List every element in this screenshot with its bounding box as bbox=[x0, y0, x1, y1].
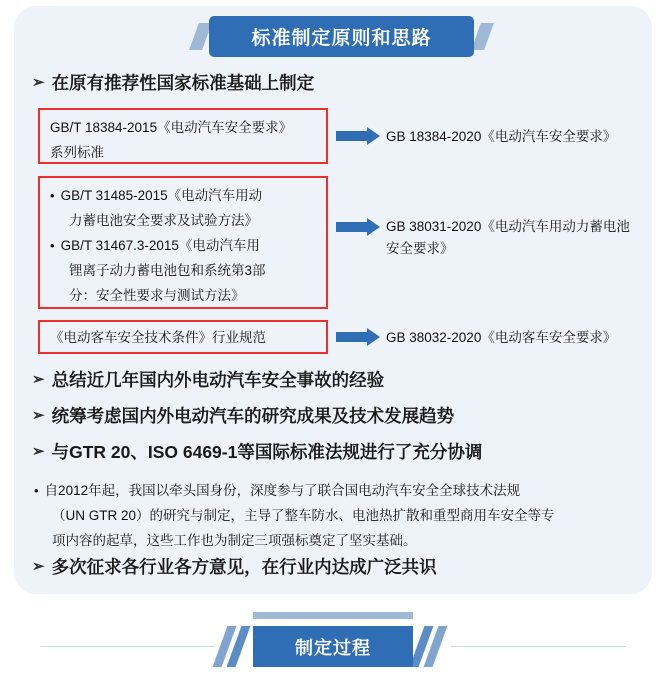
standard-box-1-line-2-text: 系列标准 bbox=[50, 145, 104, 160]
sub-paragraph-line-2 bbox=[52, 503, 652, 528]
standard-box-1-line-1 bbox=[50, 115, 318, 140]
sub-paragraph-line-1-text: 自2012年起，我国以牵头国身份，深度参与了联合国电动汽车安全全球技术法规 bbox=[44, 483, 521, 498]
result-text-2-line-1: GB 38031-2020《电动汽车用动力蓄电池 bbox=[386, 219, 630, 234]
bottom-banner-text: 制定过程 bbox=[295, 637, 371, 658]
flow-arrow-2 bbox=[336, 218, 380, 236]
arrow-bullet-icon: ➢ bbox=[32, 371, 45, 388]
flow-arrow-2-head bbox=[367, 218, 380, 236]
bullet-item-2 bbox=[32, 369, 384, 391]
standard-box-2-line-3-text: GB/T 31467.3-2015《电动汽车用 bbox=[60, 238, 260, 253]
bullet-item-1-text: 在原有推荐性国家标准基础上制定 bbox=[51, 73, 315, 93]
standard-box-2 bbox=[38, 176, 328, 309]
bullet-item-4-text: 与GTR 20、ISO 6469-1等国际标准法规进行了充分协调 bbox=[51, 442, 483, 462]
title-banner bbox=[209, 16, 474, 57]
bullet-item-3-text: 统筹考虑国内外电动汽车的研究成果及技术发展趋势 bbox=[51, 406, 455, 426]
flow-arrow-3-shaft bbox=[336, 332, 367, 342]
standard-box-2-line-1 bbox=[50, 183, 318, 208]
result-text-3: GB 38032-2020《电动客车安全要求》 bbox=[386, 330, 617, 345]
bottom-banner bbox=[253, 626, 413, 667]
list-bullet-icon: • bbox=[50, 188, 55, 203]
standard-box-2-line-1-text: GB/T 31485-2015《电动汽车用动 bbox=[60, 188, 263, 203]
standard-box-2-line-4 bbox=[50, 258, 318, 283]
bullet-item-5 bbox=[32, 556, 437, 578]
result-text-2-line-2: 安全要求》 bbox=[386, 241, 454, 256]
standard-box-2-line-2-text: 力蓄电池安全要求及试验方法》 bbox=[69, 213, 258, 228]
arrow-bullet-icon: ➢ bbox=[32, 74, 45, 91]
sub-paragraph-line-3 bbox=[52, 528, 652, 553]
standard-box-1 bbox=[38, 108, 328, 164]
flow-arrow-3-head bbox=[367, 328, 380, 346]
flow-arrow-1-shaft bbox=[336, 131, 367, 141]
title-banner-text: 标准制定原则和思路 bbox=[251, 28, 432, 49]
standard-box-2-line-5 bbox=[50, 283, 318, 308]
flow-arrow-1-head bbox=[367, 127, 380, 145]
divider-right bbox=[451, 646, 626, 647]
sub-paragraph-line-1 bbox=[34, 478, 634, 503]
flow-arrow-1 bbox=[336, 127, 380, 145]
standard-box-2-line-3 bbox=[50, 233, 318, 258]
bullet-item-1 bbox=[32, 72, 314, 94]
list-bullet-icon: • bbox=[50, 238, 55, 253]
standard-box-2-line-5-text: 分：安全性要求与测试方法》 bbox=[69, 288, 245, 303]
bottom-banner-topbar bbox=[253, 612, 413, 619]
arrow-bullet-icon: ➢ bbox=[32, 443, 45, 460]
bottom-banner-area bbox=[0, 604, 666, 689]
arrow-bullet-icon: ➢ bbox=[32, 558, 45, 575]
standard-box-3-line-1-text: 《电动客车安全技术条件》行业规范 bbox=[50, 329, 266, 345]
standard-box-1-line-1-text: GB/T 18384-2015《电动汽车安全要求》 bbox=[50, 120, 293, 135]
list-bullet-icon: • bbox=[34, 483, 39, 498]
divider-left bbox=[40, 646, 215, 647]
sub-paragraph-line-3-text: 项内容的起草，这些工作也为制定三项强标奠定了坚实基础。 bbox=[52, 533, 417, 548]
flow-arrow-3 bbox=[336, 328, 380, 346]
result-text-1: GB 18384-2020《电动汽车安全要求》 bbox=[386, 129, 617, 144]
bullet-item-4 bbox=[32, 441, 482, 463]
flow-arrow-2-shaft bbox=[336, 222, 367, 232]
arrow-bullet-icon: ➢ bbox=[32, 407, 45, 424]
bullet-item-2-text: 总结近几年国内外电动汽车安全事故的经验 bbox=[51, 370, 385, 390]
bullet-item-5-text: 多次征求各行业各方意见，在行业内达成广泛共识 bbox=[51, 557, 437, 577]
standard-box-2-line-4-text: 锂离子动力蓄电池包和系统第3部 bbox=[69, 263, 266, 278]
sub-paragraph-line-2-text: （UN GTR 20）的研究与制定，主导了整车防水、电池热扩散和重型商用车安全等专 bbox=[52, 508, 555, 523]
standard-box-1-line-2 bbox=[50, 140, 318, 165]
standard-box-2-line-2 bbox=[50, 208, 318, 233]
bullet-item-3 bbox=[32, 405, 454, 427]
standard-box-3 bbox=[38, 320, 328, 354]
